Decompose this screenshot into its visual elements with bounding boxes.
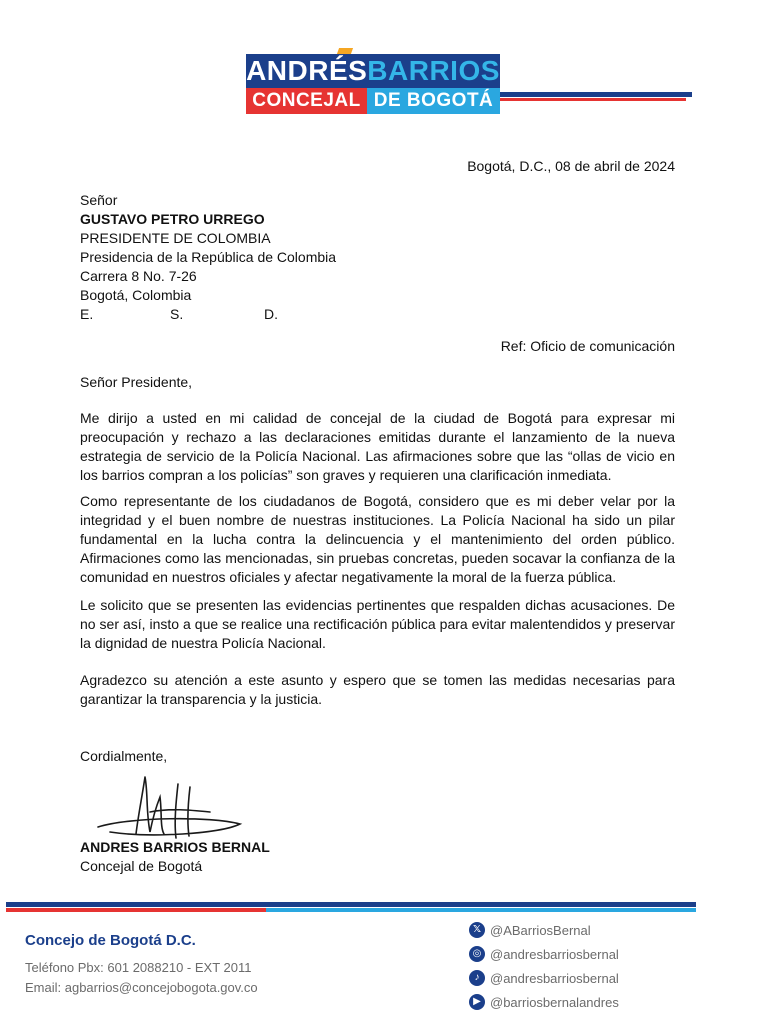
- social-handle-x: @ABarriosBernal: [490, 922, 591, 938]
- recipient-title: PRESIDENTE DE COLOMBIA: [80, 230, 271, 246]
- body-paragraph-2: Como representante de los ciudadanos de Bogotá, considero que es mi deber velar por la integridad y el buen nombre de nuestras instituciones. La Policía Nacional ha sido un pilar fundamental en la lucha contra la delincuencia y el mantenimiento del orden público. Afirmaciones como las mencionadas, sin pruebas concretas, pueden socavar la confianza de la comunidad en nuestros oficiales y afectar negativamente la moral de la fuerza pública.: [80, 493, 675, 585]
- signer-name: ANDRES BARRIOS BERNAL: [80, 839, 270, 855]
- logo-name: [246, 54, 500, 88]
- social-item-instagram[interactable]: [469, 942, 619, 966]
- letter-closing: Cordialmente,: [80, 748, 168, 764]
- letter-reference: Ref: Oficio de comunicación: [500, 338, 675, 354]
- signer-title: Concejal de Bogotá: [80, 858, 203, 874]
- footer-email[interactable]: Email: agbarrios@concejobogota.gov.co: [25, 980, 258, 995]
- recipient-office: Presidencia de la República de Colombia: [80, 249, 337, 265]
- signer-block: [80, 838, 270, 876]
- recipient-salutation: Señor: [80, 192, 118, 208]
- footer-social-list: [469, 918, 619, 1014]
- social-handle-youtube: @barriosbernalandres: [490, 994, 619, 1010]
- recipient-city: Bogotá, Colombia: [80, 287, 192, 303]
- body-paragraph-1: Me dirijo a usted en mi calidad de concejal de la ciudad de Bogotá para expresar mi preocupación y rechazo a las declaraciones emitidas durante el lanzamiento de la nueva estrategia de servicio de la Policía Nacional. Las afirmaciones sobre que las “ollas de vicio en los barrios compran a los policías” son graves y requieren una clarificación inmediata.: [80, 410, 675, 483]
- social-item-x[interactable]: [469, 918, 619, 942]
- social-handle-tiktok: @andresbarriosbernal: [490, 970, 619, 986]
- recipient-esd: [80, 305, 336, 324]
- footer-phone: Teléfono Pbx: 601 2088210 - EXT 2011: [25, 960, 252, 975]
- footer-stripe-blue: [6, 902, 696, 907]
- header-logo: [246, 54, 692, 116]
- x-icon: 𝕏: [469, 922, 485, 938]
- body-paragraph-3: Le solicito que se presenten las evidencias pertinentes que respalden dichas acusaciones. De no ser así, insto a que se realice una rectificación pública para evitar malentendidos y preservar la dignidad de nuestra Policía Nacional.: [80, 597, 675, 651]
- footer-stripe-light-blue: [266, 908, 696, 912]
- letter-greeting: Señor Presidente,: [80, 374, 193, 390]
- footer-stripe-red: [6, 908, 266, 912]
- esd-d: D.: [264, 306, 278, 322]
- logo-role-first: CONCEJAL: [246, 88, 367, 114]
- recipient-name: GUSTAVO PETRO URREGO: [80, 211, 265, 227]
- instagram-icon: ◎: [469, 946, 485, 962]
- logo-name-last: BARRIOS: [367, 55, 500, 86]
- recipient-address: Carrera 8 No. 7-26: [80, 268, 197, 284]
- letter-date: Bogotá, D.C., 08 de abril de 2024: [467, 158, 675, 174]
- social-item-tiktok[interactable]: [469, 966, 619, 990]
- youtube-icon: ▶: [469, 994, 485, 1010]
- social-item-youtube[interactable]: [469, 990, 619, 1014]
- logo-role-second: DE BOGOTÁ: [367, 88, 500, 114]
- logo-name-first: ANDRÉS: [246, 55, 368, 86]
- social-handle-instagram: @andresbarriosbernal: [490, 946, 619, 962]
- logo-stripe-blue: [500, 92, 692, 97]
- esd-e: E.: [80, 306, 94, 322]
- recipient-block: [80, 191, 336, 324]
- body-paragraph-4: Agradezco su atención a este asunto y espero que se tomen las medidas necesarias para garantizar la transparencia y la justicia.: [80, 672, 675, 707]
- logo-stripe-red: [500, 98, 686, 101]
- footer-organization: Concejo de Bogotá D.C.: [25, 932, 196, 949]
- tiktok-icon: ♪: [469, 970, 485, 986]
- esd-s: S.: [170, 306, 184, 322]
